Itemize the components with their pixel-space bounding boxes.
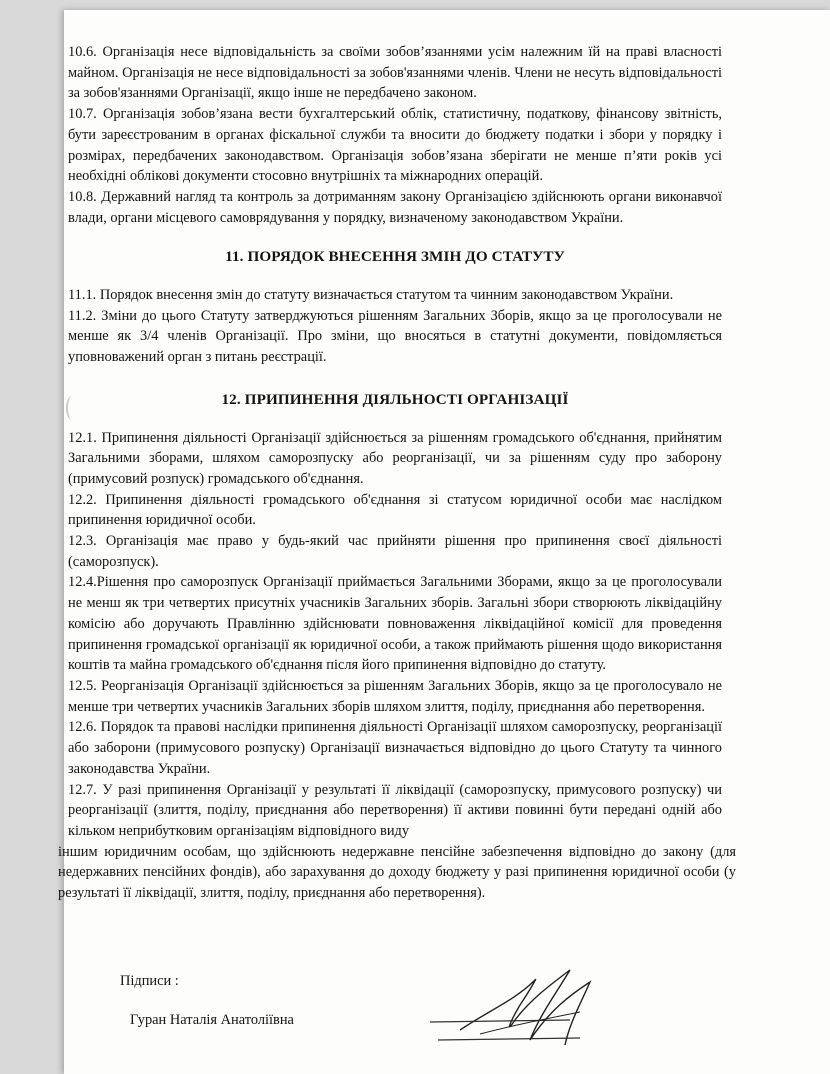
section-11-title: 11. ПОРЯДОК ВНЕСЕННЯ ЗМІН ДО СТАТУТУ	[225, 248, 565, 266]
signatory-name: Гуран Наталія Анатоліївна	[130, 1012, 294, 1028]
signatures-label: Підписи :	[120, 973, 179, 989]
paragraph-12-7: 12.7. У разі припинення Організації у результаті її ліквідації (саморозпуску, примусового розпуску) чи реорганізації (злиття, поділу, приєднання або перетворення) її активи повинні бути передані одній або кільком неприбутковим організаціям відповідного виду	[68, 781, 722, 839]
paragraph-12-2: 12.2. Припинення діяльності громадського об'єднання зі статусом юридичної особи має наслідком припинення юридичної особи.	[68, 491, 722, 529]
section-12-title: 12. ПРИПИНЕННЯ ДІЯЛЬНОСТІ ОРГАНІЗАЦІЇ	[221, 390, 569, 408]
paragraph-12-7-continuation: іншим юридичним особам, що здійснюють недержавне пенсійне забезпечення відповідно до закону (для недержавних пенсійних фондів), або зарахування до доходу бюджету у разі припинення юридичної особи (у результаті її ліквідації, злиття, поділу, приєднання або перетворення).	[58, 843, 736, 902]
paragraph-12-5: 12.5. Реорганізація Організації здійснюється за рішенням Загальних Зборів, якщо за це проголосувало не менше три четвертих учасників Загальних зборів шляхом злиття, поділу, приєднання або перетворення.	[68, 677, 722, 715]
document-body	[58, 42, 736, 904]
paragraph-12-6: 12.6. Порядок та правові наслідки припинення діяльності Організації шляхом саморозпуску, реорганізації або заборони (примусового розпуску) Організації визначається відповідно до цього Статуту та чинного законодавства України.	[68, 719, 722, 777]
paragraph-12-4: 12.4.Рішення про саморозпуск Організації приймається Загальними Зборами, якщо за це проголосували не менш як три четвертих присутніх учасників Загальних зборів. Загальні збори створюють ліквідаційну комісію або доручають Правлінню здійснювати повноваження ліквідаційної комісії для проведення припинення громадської організації як юридичної особи, а також приймають рішення щодо використання коштів та майна громадського об'єднання після його припинення відповідно до статуту.	[68, 574, 722, 674]
paragraph-12-1: 12.1. Припинення діяльності Організації здійснюється за рішенням громадського об'єднання, прийнятим Загальними зборами, шляхом саморозпуску або реорганізації, чи за рішенням суду про заборону (примусовий розпуск) громадського об'єднання.	[68, 429, 722, 487]
paragraph-10-7: 10.7. Організація зобов’язана вести бухгалтерський облік, статистичну, податкову, фінансову звітність, бути зареєстрованим в органах фіскальної служби та вносити до бюджету податки і збори у порядку і розмірах, передбачених законодавством. Організація зобов’язана зберігати не менше п’яти років усі необхідні облікові документи стосовно внутрішніх та міжнародних операцій.	[68, 106, 722, 185]
paragraph-10-8: 10.8. Державний нагляд та контроль за дотриманням закону Організацією здійснюють органи виконавчої влади, органи місцевого самоврядування у порядку, визначеному законодавством України.	[68, 188, 722, 226]
paragraph-11-1: 11.1. Порядок внесення змін до статуту визначається статутом та чинним законодавством України.	[68, 287, 674, 304]
handwritten-signature	[420, 960, 650, 1060]
paragraph-10-6: 10.6. Організація несе відповідальність за своїми зобов’язаннями усім належним їй на праві власності майном. Організація не несе відповідальності за зобов'язаннями членів. Члени не несуть відповідальності за зобов'язаннями Організації, якщо інше не передбачено законом.	[68, 44, 722, 102]
paragraph-11-2: 11.2. Зміни до цього Статуту затверджуються рішенням Загальних Зборів, якщо за це проголосували не менше як 3/4 членів Організації. Про зміни, що вносяться в статутні документи, повідомляється уповноважений орган з питань реєстрації.	[68, 307, 722, 366]
paragraph-12-3: 12.3. Організація має право у будь-який час прийняти рішення про припинення своєї діяльності (саморозпуск).	[68, 533, 722, 570]
